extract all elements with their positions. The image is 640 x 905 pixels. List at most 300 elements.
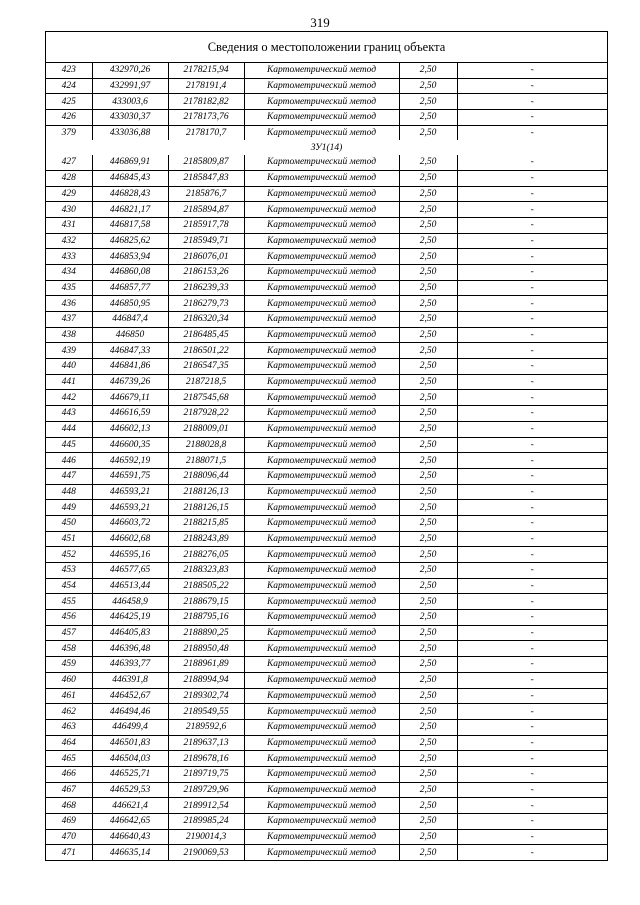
cell-coord-x: 446504,03: [92, 751, 168, 767]
cell-accuracy: 2,50: [399, 829, 457, 845]
table-row: [46, 233, 607, 249]
cell-coord-x: 446869,91: [92, 155, 168, 170]
cell-accuracy: 2,50: [399, 657, 457, 673]
cell-coord-y: 2190069,53: [168, 845, 244, 860]
cell-accuracy: 2,50: [399, 766, 457, 782]
cell-note: -: [457, 94, 607, 110]
cell-note: -: [457, 672, 607, 688]
cell-note: -: [457, 217, 607, 233]
cell-point-number: 427: [46, 155, 92, 170]
cell-coord-x: 433030,37: [92, 110, 168, 126]
table-row: [46, 798, 607, 814]
cell-point-number: 448: [46, 484, 92, 500]
cell-note: -: [457, 110, 607, 126]
cell-coord-x: 446679,11: [92, 390, 168, 406]
cell-method: Картометрический метод: [244, 110, 399, 126]
cell-coord-y: 2188795,16: [168, 610, 244, 626]
cell-coord-y: 2187928,22: [168, 406, 244, 422]
cell-point-number: 454: [46, 578, 92, 594]
cell-method: Картометрический метод: [244, 186, 399, 202]
table-row: [46, 343, 607, 359]
cell-point-number: 379: [46, 125, 92, 140]
cell-point-number: 429: [46, 186, 92, 202]
cell-accuracy: 2,50: [399, 547, 457, 563]
cell-coord-x: 446850,95: [92, 296, 168, 312]
cell-note: -: [457, 766, 607, 782]
cell-note: -: [457, 625, 607, 641]
cell-point-number: 449: [46, 500, 92, 516]
cell-coord-x: 446739,26: [92, 374, 168, 390]
cell-accuracy: 2,50: [399, 327, 457, 343]
cell-accuracy: 2,50: [399, 751, 457, 767]
cell-note: -: [457, 155, 607, 170]
cell-coord-y: 2189729,96: [168, 782, 244, 798]
table-row: [46, 704, 607, 720]
table-row: [46, 610, 607, 626]
cell-coord-x: 446591,75: [92, 468, 168, 484]
cell-method: Картометрический метод: [244, 782, 399, 798]
cell-accuracy: 2,50: [399, 531, 457, 547]
cell-method: Картометрический метод: [244, 94, 399, 110]
table-row: [46, 672, 607, 688]
cell-accuracy: 2,50: [399, 359, 457, 375]
cell-coord-x: 446847,4: [92, 312, 168, 328]
table-row: [46, 625, 607, 641]
cell-method: Картометрический метод: [244, 343, 399, 359]
cell-coord-x: 446501,83: [92, 735, 168, 751]
cell-coord-x: 446857,77: [92, 280, 168, 296]
rows-before-section: [46, 63, 607, 140]
cell-coord-x: 433036,88: [92, 125, 168, 140]
table-row: [46, 390, 607, 406]
cell-coord-y: 2178182,82: [168, 94, 244, 110]
cell-point-number: 461: [46, 688, 92, 704]
cell-note: -: [457, 531, 607, 547]
cell-note: -: [457, 170, 607, 186]
table-row: [46, 515, 607, 531]
cell-note: -: [457, 641, 607, 657]
cell-coord-x: 446513,44: [92, 578, 168, 594]
cell-note: -: [457, 327, 607, 343]
cell-note: -: [457, 829, 607, 845]
cell-note: -: [457, 814, 607, 830]
cell-method: Картометрический метод: [244, 421, 399, 437]
table-row: [46, 155, 607, 170]
cell-coord-x: 446577,65: [92, 563, 168, 579]
cell-point-number: 450: [46, 515, 92, 531]
cell-note: -: [457, 359, 607, 375]
cell-accuracy: 2,50: [399, 406, 457, 422]
cell-coord-x: 446825,62: [92, 233, 168, 249]
cell-point-number: 459: [46, 657, 92, 673]
cell-accuracy: 2,50: [399, 170, 457, 186]
cell-coord-x: 446425,19: [92, 610, 168, 626]
cell-coord-x: 446841,86: [92, 359, 168, 375]
cell-coord-x: 446850: [92, 327, 168, 343]
cell-coord-y: 2188323,83: [168, 563, 244, 579]
cell-coord-x: 446391,8: [92, 672, 168, 688]
cell-accuracy: 2,50: [399, 468, 457, 484]
cell-method: Картометрический метод: [244, 78, 399, 94]
cell-note: -: [457, 500, 607, 516]
cell-coord-x: 446393,77: [92, 657, 168, 673]
table-row: [46, 814, 607, 830]
cell-point-number: 471: [46, 845, 92, 860]
cell-accuracy: 2,50: [399, 484, 457, 500]
cell-coord-x: 446845,43: [92, 170, 168, 186]
cell-point-number: 423: [46, 63, 92, 78]
cell-point-number: 470: [46, 829, 92, 845]
cell-coord-y: 2178173,76: [168, 110, 244, 126]
cell-coord-y: 2188028,8: [168, 437, 244, 453]
cell-coord-y: 2189678,16: [168, 751, 244, 767]
cell-coord-y: 2178170,7: [168, 125, 244, 140]
cell-coord-y: 2188961,89: [168, 657, 244, 673]
cell-note: -: [457, 845, 607, 860]
cell-method: Картометрический метод: [244, 453, 399, 469]
table-row: [46, 374, 607, 390]
cell-coord-x: 446817,58: [92, 217, 168, 233]
cell-note: -: [457, 390, 607, 406]
cell-note: -: [457, 202, 607, 218]
cell-coord-x: 446499,4: [92, 719, 168, 735]
cell-accuracy: 2,50: [399, 125, 457, 140]
cell-coord-y: 2188243,89: [168, 531, 244, 547]
cell-coord-y: 2186485,45: [168, 327, 244, 343]
cell-note: -: [457, 264, 607, 280]
cell-point-number: 465: [46, 751, 92, 767]
cell-point-number: 443: [46, 406, 92, 422]
table-row: [46, 110, 607, 126]
cell-note: -: [457, 249, 607, 265]
cell-method: Картометрический метод: [244, 484, 399, 500]
cell-point-number: 428: [46, 170, 92, 186]
cell-note: -: [457, 312, 607, 328]
cell-coord-x: 446853,94: [92, 249, 168, 265]
cell-coord-y: 2189302,74: [168, 688, 244, 704]
cell-note: -: [457, 704, 607, 720]
table-row: [46, 421, 607, 437]
cell-coord-y: 2186547,35: [168, 359, 244, 375]
cell-point-number: 456: [46, 610, 92, 626]
cell-point-number: 455: [46, 594, 92, 610]
cell-accuracy: 2,50: [399, 343, 457, 359]
cell-point-number: 436: [46, 296, 92, 312]
cell-method: Картометрический метод: [244, 829, 399, 845]
cell-point-number: 440: [46, 359, 92, 375]
table-row: [46, 406, 607, 422]
cell-coord-y: 2188071,5: [168, 453, 244, 469]
cell-method: Картометрический метод: [244, 563, 399, 579]
cell-coord-x: 446635,14: [92, 845, 168, 860]
cell-method: Картометрический метод: [244, 719, 399, 735]
cell-method: Картометрический метод: [244, 374, 399, 390]
table-row: [46, 531, 607, 547]
cell-accuracy: 2,50: [399, 672, 457, 688]
table-row: [46, 578, 607, 594]
cell-method: Картометрический метод: [244, 437, 399, 453]
cell-method: Картометрический метод: [244, 155, 399, 170]
cell-point-number: 467: [46, 782, 92, 798]
cell-accuracy: 2,50: [399, 437, 457, 453]
table-row: [46, 751, 607, 767]
cell-point-number: 433: [46, 249, 92, 265]
table-row: [46, 500, 607, 516]
cell-coord-y: 2178215,94: [168, 63, 244, 78]
cell-point-number: 464: [46, 735, 92, 751]
table-row: [46, 688, 607, 704]
cell-point-number: 457: [46, 625, 92, 641]
cell-method: Картометрический метод: [244, 798, 399, 814]
table-row: [46, 78, 607, 94]
cell-accuracy: 2,50: [399, 719, 457, 735]
cell-accuracy: 2,50: [399, 202, 457, 218]
cell-point-number: 439: [46, 343, 92, 359]
cell-accuracy: 2,50: [399, 78, 457, 94]
cell-method: Картометрический метод: [244, 264, 399, 280]
cell-coord-y: 2188890,25: [168, 625, 244, 641]
cell-accuracy: 2,50: [399, 63, 457, 78]
table-row: [46, 468, 607, 484]
cell-coord-y: 2185847,83: [168, 170, 244, 186]
table-row: [46, 359, 607, 375]
cell-coord-x: 446595,16: [92, 547, 168, 563]
cell-method: Картометрический метод: [244, 531, 399, 547]
cell-coord-x: 446494,46: [92, 704, 168, 720]
cell-point-number: 451: [46, 531, 92, 547]
cell-point-number: 430: [46, 202, 92, 218]
cell-point-number: 435: [46, 280, 92, 296]
cell-coord-x: 432970,26: [92, 63, 168, 78]
cell-method: Картометрический метод: [244, 170, 399, 186]
cell-note: -: [457, 657, 607, 673]
table-row: [46, 280, 607, 296]
cell-coord-x: 446616,59: [92, 406, 168, 422]
cell-note: -: [457, 280, 607, 296]
cell-note: -: [457, 610, 607, 626]
cell-method: Картометрический метод: [244, 202, 399, 218]
cell-coord-x: 432991,97: [92, 78, 168, 94]
cell-coord-y: 2187545,68: [168, 390, 244, 406]
boundary-table-frame: [45, 31, 608, 861]
cell-note: -: [457, 798, 607, 814]
cell-coord-y: 2188276,05: [168, 547, 244, 563]
cell-point-number: 458: [46, 641, 92, 657]
cell-method: Картометрический метод: [244, 578, 399, 594]
cell-point-number: 463: [46, 719, 92, 735]
table-row: [46, 641, 607, 657]
cell-accuracy: 2,50: [399, 515, 457, 531]
cell-accuracy: 2,50: [399, 563, 457, 579]
cell-coord-y: 2178191,4: [168, 78, 244, 94]
cell-point-number: 442: [46, 390, 92, 406]
cell-accuracy: 2,50: [399, 735, 457, 751]
table-row: [46, 453, 607, 469]
cell-coord-y: 2188126,15: [168, 500, 244, 516]
cell-note: -: [457, 233, 607, 249]
cell-coord-y: 2185917,78: [168, 217, 244, 233]
table-row: [46, 94, 607, 110]
cell-method: Картометрический метод: [244, 468, 399, 484]
cell-point-number: 437: [46, 312, 92, 328]
cell-note: -: [457, 78, 607, 94]
cell-method: Картометрический метод: [244, 217, 399, 233]
cell-note: -: [457, 751, 607, 767]
cell-note: -: [457, 343, 607, 359]
cell-method: Картометрический метод: [244, 688, 399, 704]
cell-coord-y: 2185876,7: [168, 186, 244, 202]
cell-accuracy: 2,50: [399, 217, 457, 233]
table-row: [46, 264, 607, 280]
table-row: [46, 735, 607, 751]
cell-coord-y: 2189719,75: [168, 766, 244, 782]
cell-coord-x: 446529,53: [92, 782, 168, 798]
cell-coord-y: 2188679,15: [168, 594, 244, 610]
cell-coord-x: 446821,17: [92, 202, 168, 218]
cell-point-number: 462: [46, 704, 92, 720]
cell-note: -: [457, 125, 607, 140]
cell-point-number: 468: [46, 798, 92, 814]
cell-note: -: [457, 421, 607, 437]
cell-coord-x: 446602,68: [92, 531, 168, 547]
cell-method: Картометрический метод: [244, 233, 399, 249]
cell-point-number: 469: [46, 814, 92, 830]
cell-coord-y: 2188096,44: [168, 468, 244, 484]
cell-method: Картометрический метод: [244, 657, 399, 673]
rows-after-section: [46, 155, 607, 860]
cell-method: Картометрический метод: [244, 327, 399, 343]
cell-accuracy: 2,50: [399, 845, 457, 860]
cell-point-number: 452: [46, 547, 92, 563]
cell-method: Картометрический метод: [244, 406, 399, 422]
cell-point-number: 438: [46, 327, 92, 343]
cell-method: Картометрический метод: [244, 515, 399, 531]
cell-accuracy: 2,50: [399, 264, 457, 280]
cell-note: -: [457, 296, 607, 312]
cell-method: Картометрический метод: [244, 594, 399, 610]
cell-accuracy: 2,50: [399, 233, 457, 249]
cell-coord-y: 2189637,13: [168, 735, 244, 751]
cell-method: Картометрический метод: [244, 312, 399, 328]
cell-method: Картометрический метод: [244, 249, 399, 265]
cell-note: -: [457, 782, 607, 798]
cell-accuracy: 2,50: [399, 296, 457, 312]
cell-coord-x: 446458,9: [92, 594, 168, 610]
cell-coord-y: 2188950,48: [168, 641, 244, 657]
cell-accuracy: 2,50: [399, 610, 457, 626]
cell-note: -: [457, 437, 607, 453]
table-row: [46, 563, 607, 579]
cell-accuracy: 2,50: [399, 155, 457, 170]
cell-note: -: [457, 594, 607, 610]
cell-method: Картометрический метод: [244, 845, 399, 860]
cell-accuracy: 2,50: [399, 782, 457, 798]
table-title: Сведения о местоположении границ объекта: [46, 32, 607, 63]
cell-point-number: 460: [46, 672, 92, 688]
cell-point-number: 444: [46, 421, 92, 437]
cell-coord-y: 2189592,6: [168, 719, 244, 735]
cell-coord-y: 2186279,73: [168, 296, 244, 312]
cell-method: Картометрический метод: [244, 390, 399, 406]
cell-coord-x: 446405,83: [92, 625, 168, 641]
cell-point-number: 453: [46, 563, 92, 579]
cell-accuracy: 2,50: [399, 312, 457, 328]
cell-coord-y: 2189549,55: [168, 704, 244, 720]
cell-method: Картометрический метод: [244, 641, 399, 657]
cell-coord-x: 446525,71: [92, 766, 168, 782]
table-row: [46, 327, 607, 343]
cell-point-number: 446: [46, 453, 92, 469]
cell-accuracy: 2,50: [399, 625, 457, 641]
cell-point-number: 431: [46, 217, 92, 233]
cell-coord-y: 2186239,33: [168, 280, 244, 296]
cell-coord-x: 433003,6: [92, 94, 168, 110]
cell-coord-y: 2188505,22: [168, 578, 244, 594]
cell-coord-y: 2185809,87: [168, 155, 244, 170]
table-row: [46, 782, 607, 798]
cell-note: -: [457, 719, 607, 735]
cell-method: Картометрический метод: [244, 672, 399, 688]
cell-method: Картометрический метод: [244, 359, 399, 375]
cell-coord-x: 446593,21: [92, 484, 168, 500]
cell-method: Картометрический метод: [244, 735, 399, 751]
cell-coord-y: 2186320,34: [168, 312, 244, 328]
cell-point-number: 425: [46, 94, 92, 110]
cell-accuracy: 2,50: [399, 453, 457, 469]
cell-accuracy: 2,50: [399, 594, 457, 610]
cell-accuracy: 2,50: [399, 688, 457, 704]
table-row: [46, 845, 607, 860]
cell-coord-y: 2188994,94: [168, 672, 244, 688]
cell-point-number: 441: [46, 374, 92, 390]
cell-accuracy: 2,50: [399, 641, 457, 657]
table-row: [46, 296, 607, 312]
cell-point-number: 434: [46, 264, 92, 280]
cell-note: -: [457, 547, 607, 563]
cell-accuracy: 2,50: [399, 578, 457, 594]
table-row: [46, 657, 607, 673]
table-row: [46, 217, 607, 233]
cell-method: Картометрический метод: [244, 500, 399, 516]
table-row: [46, 719, 607, 735]
cell-accuracy: 2,50: [399, 390, 457, 406]
cell-method: Картометрический метод: [244, 280, 399, 296]
table-row: [46, 312, 607, 328]
cell-coord-x: 446860,08: [92, 264, 168, 280]
cell-note: -: [457, 453, 607, 469]
cell-coord-y: 2188009,01: [168, 421, 244, 437]
cell-method: Картометрический метод: [244, 547, 399, 563]
table-row: [46, 766, 607, 782]
cell-note: -: [457, 563, 607, 579]
table-row: [46, 125, 607, 140]
cell-coord-y: 2189985,24: [168, 814, 244, 830]
cell-accuracy: 2,50: [399, 814, 457, 830]
cell-coord-x: 446603,72: [92, 515, 168, 531]
cell-accuracy: 2,50: [399, 94, 457, 110]
cell-coord-x: 446600,35: [92, 437, 168, 453]
table-row: [46, 202, 607, 218]
cell-coord-y: 2189912,54: [168, 798, 244, 814]
table-row: [46, 547, 607, 563]
page-number: 319: [310, 15, 330, 30]
cell-coord-y: 2185894,87: [168, 202, 244, 218]
cell-coord-y: 2190014,3: [168, 829, 244, 845]
cell-coord-x: 446621,4: [92, 798, 168, 814]
cell-accuracy: 2,50: [399, 798, 457, 814]
cell-coord-x: 446452,67: [92, 688, 168, 704]
cell-coord-y: 2186076,01: [168, 249, 244, 265]
